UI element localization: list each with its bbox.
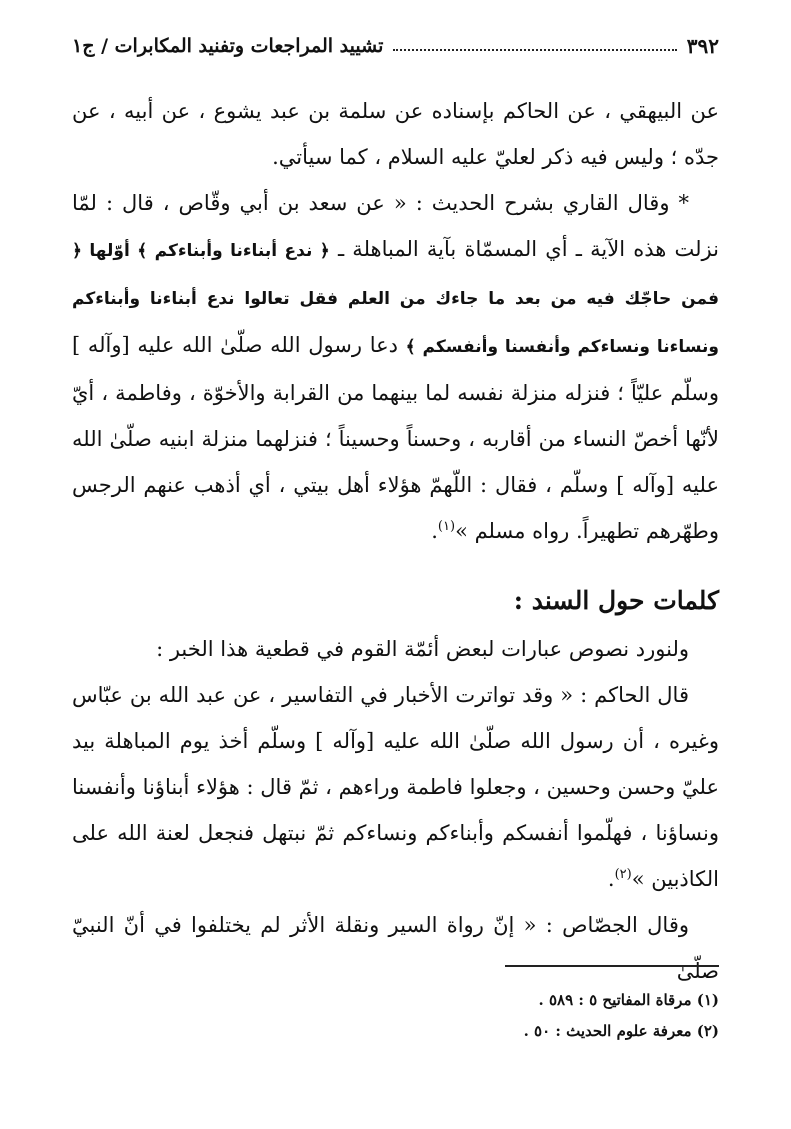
paragraph-4-end: . <box>607 867 615 891</box>
page-number: ٣٩٢ <box>686 34 719 58</box>
paragraph-2 <box>72 180 719 554</box>
main-text <box>72 88 719 994</box>
paragraph-2-intro: * وقال القاري بشرح الحديث : « عن سعد بن أبي وقّاص ، قال : لمّا نزلت هذه الآية ـ أي المسمّاة بآية المباهلة ـ <box>72 191 719 261</box>
paragraph-4 <box>72 672 719 902</box>
paragraph-5: وقال الجصّاص : « إنّ رواة السير ونقلة الأثر لم يختلفوا في أنّ النبيّ صلّىٰ <box>72 913 719 983</box>
header-title: تشييد المراجعات وتفنيد المكابرات / ج١ <box>72 35 384 57</box>
quran-verse: ﴿ ندع أبناءنا وأبناءكم ﴾ أوّلها ﴿ فمن حاجّك فيه من بعد ما جاءك من العلم فقل تعالوا ندع أبناءنا وأبناءكم ونساءنا ونساءكم وأنفسنا وأنفسكم ﴾ <box>72 241 719 357</box>
footnote-divider <box>505 965 719 967</box>
footnote-2: (٢) معرفة علوم الحديث : ٥٠ . <box>523 1022 719 1040</box>
footnotes <box>72 985 719 1047</box>
header-dot-leader <box>393 49 676 51</box>
footnote-ref-2: (٢) <box>614 867 632 882</box>
paragraph-3: ولنورد نصوص عبارات لبعض أئمّة القوم في قطعية هذا الخبر : <box>156 637 689 661</box>
paragraph-2-body: دعا رسول الله صلّىٰ الله عليه [وآله ] وسلّم عليّاً ؛ فنزله منزلة نفسه لما بينهما من القرابة والأخوّة ، وفاطمة ، أيّ لأنّها أخصّ النساء من أقاربه ، وحسناً وحسيناً ؛ فنزلهما منزلة ابنيه صلّىٰ الله عليه [وآله ] وسلّم ، فقال : اللّهمّ هؤلاء أهل بيتي ، أي أذهب عنهم الرجس وطهّرهم تطهيراً. رواه مسلم » <box>72 333 719 543</box>
section-title: كلمات حول السند : <box>513 586 719 615</box>
paragraph-1: عن البيهقي ، عن الحاكم بإسناده عن سلمة بن عبد يشوع ، عن أبيه ، عن جدّه ؛ وليس فيه ذكر لعليّ عليه السلام ، كما سيأتي. <box>72 99 719 169</box>
footnote-ref-1: (١) <box>437 519 456 534</box>
paragraph-2-end: . <box>431 519 438 543</box>
running-header <box>72 32 719 60</box>
footnote-1: (١) مرقاة المفاتيح ٥ : ٥٨٩ . <box>538 991 719 1009</box>
paragraph-4-body: قال الحاكم : « وقد تواترت الأخبار في التفاسير ، عن عبد الله بن عبّاس وغيره ، أن رسول الله صلّىٰ الله عليه [وآله ] وسلّم أخذ يوم المباهلة بيد عليّ وحسن وحسين ، وجعلوا فاطمة وراءهم ، ثمّ قال : هؤلاء أبناؤنا وأنفسنا ونساؤنا ، فهلّموا أنفسكم وأبناءكم ونساءكم ثمّ نبتهل فنجعل لعنة الله على الكاذبين » <box>72 683 719 891</box>
